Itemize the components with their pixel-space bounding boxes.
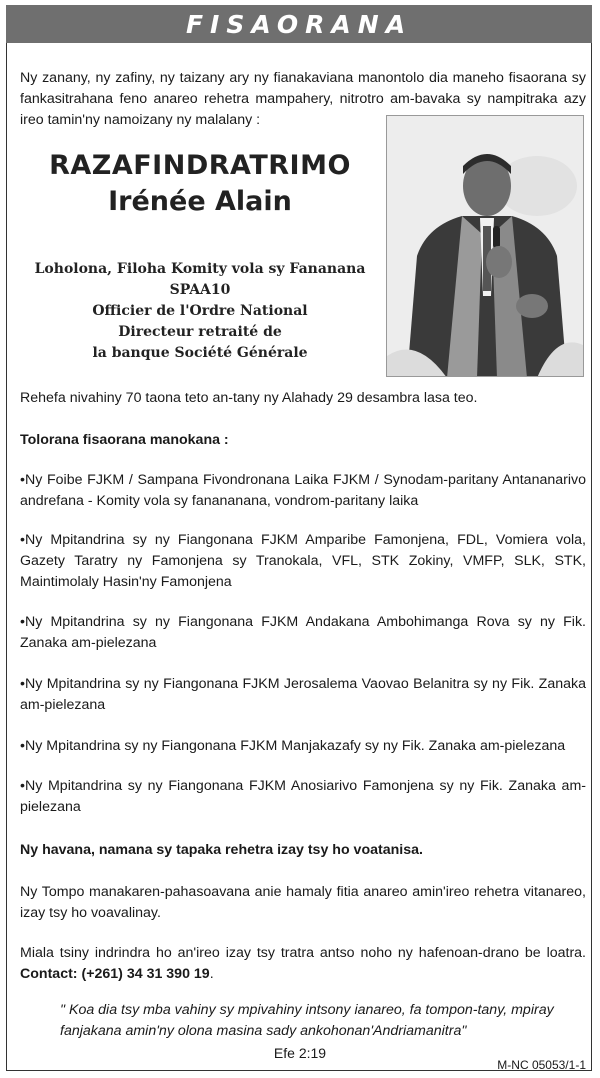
contact-label: Contact:	[20, 966, 78, 982]
ad-code: M-NC 05053/1-1	[497, 1058, 586, 1072]
bible-quote: " Koa dia tsy mba vahiny sy mpivahiny intsony ianareo, fa tompon-tany, mpiray fanjakana amin'ny olona masina sady ankohonan'Andriamanitra"	[60, 1002, 554, 1039]
thanks-item: • Ny Mpitandrina sy ny Fiangonana FJKM Amparibe Famonjena, FDL, Vomiera vola, Gazety Taratry ny Famonjena sy Tranokala, VFL, STK Zokiny, VMFP, SLK, STK, Maintimolaly Hasin'ny Famonjena	[20, 530, 586, 593]
contact-end: .	[209, 966, 214, 982]
contact-phone: (+261) 34 31 390 19	[81, 966, 210, 982]
title-line: Officier de l'Ordre National	[92, 303, 308, 319]
intro-text: Ny zanany, ny zafiny, ny taizany ary ny fianakaviana manontolo dia maneho fisaorana sy fankasitrahana feno anareo rehetra mampahery, nitrotro am-bavaka sy nampitraka azy ireo tamin'ny namoizany ny malalany :	[20, 70, 586, 128]
title-line: Loholona, Filoha Komity vola sy Fananana	[34, 261, 366, 277]
title-line: SPAA10	[169, 282, 231, 298]
title-line: la banque Société Générale	[92, 345, 308, 361]
thanks-item: • Ny Foibe FJKM / Sampana Fivondronana Laika FJKM / Synodam-paritany Antananarivo andrefana - Komity vola sy fanananana, vondrom-paritany laika	[20, 470, 586, 512]
title-line: Directeur retraité de	[118, 324, 282, 340]
bible-reference: Efe 2:19	[273, 1045, 327, 1061]
deceased-firstname: Irénée Alain	[108, 186, 292, 217]
family-line: Ny havana, namana sy tapaka rehetra izay tsy ho voatanisa.	[20, 842, 423, 858]
portrait-photo	[386, 115, 584, 377]
apology-text: Miala tsiny indrindra ho an'ireo izay tsy tratra antso noho ny hafenoan-drano be loatra.	[20, 945, 586, 961]
thanks-item: • Ny Mpitandrina sy ny Fiangonana FJKM Andakana Ambohimanga Rova sy ny Fik. Zanaka am-pielezana	[20, 612, 586, 654]
deceased-surname: RAZAFINDRATRIMO	[49, 150, 351, 181]
deceased-titles	[20, 259, 380, 364]
header-title: FISAORANA	[185, 9, 413, 39]
prayer-text: Ny Tompo manakaren-pahasoavana anie hamaly fitia anareo amin'ireo rehetra vitanareo, izay tsy ho voavalinay.	[20, 884, 586, 921]
special-thanks-heading: Tolorana fisaorana manokana :	[20, 432, 229, 448]
death-notice: Rehefa nivahiny 70 taona teto an-tany ny Alahady 29 desambra lasa teo.	[20, 390, 478, 406]
apology-contact	[20, 943, 586, 985]
deceased-name	[20, 148, 380, 220]
thanks-item: • Ny Mpitandrina sy ny Fiangonana FJKM Jerosalema Vaovao Belanitra sy ny Fik. Zanaka am-pielezana	[20, 674, 586, 716]
thanks-item: • Ny Mpitandrina sy ny Fiangonana FJKM Manjakazafy sy ny Fik. Zanaka am-pielezana	[20, 736, 586, 757]
header-banner	[6, 5, 592, 43]
portrait-illustration	[387, 116, 584, 377]
thanks-item: • Ny Mpitandrina sy ny Fiangonana FJKM Anosiarivo Famonjena sy ny Fik. Zanaka am-pielezana	[20, 776, 586, 818]
